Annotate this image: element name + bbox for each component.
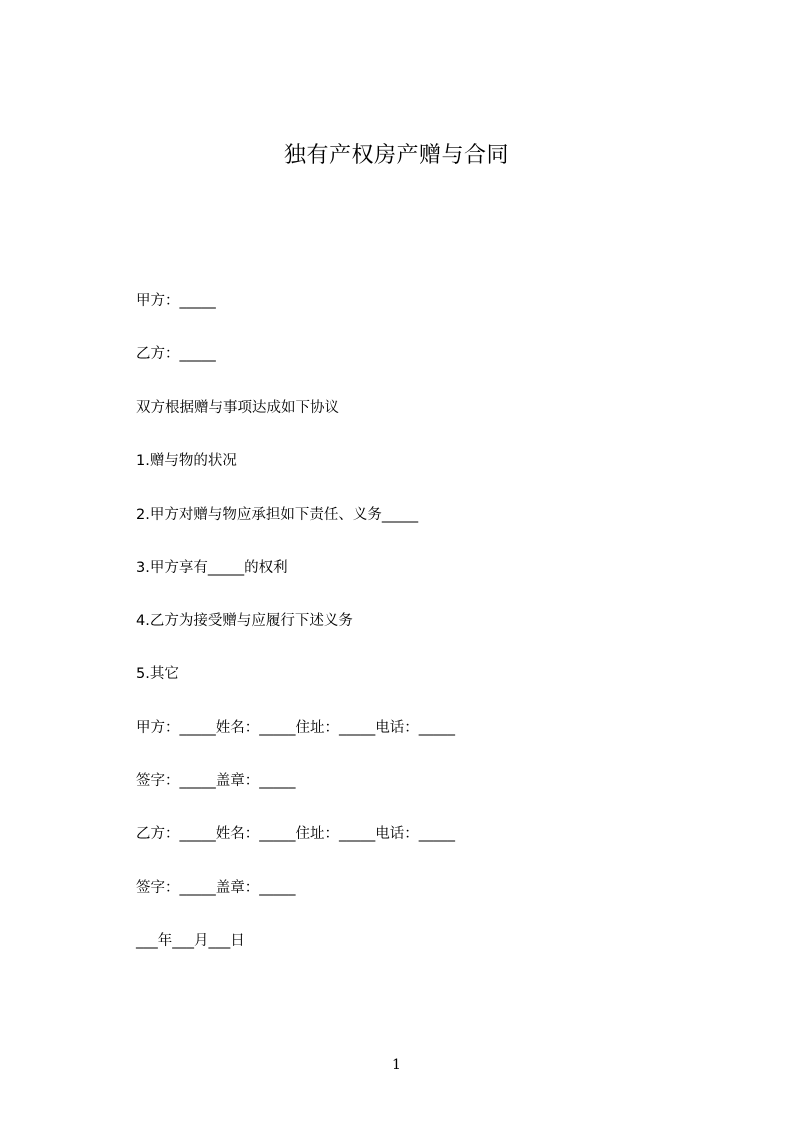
party-b-signature: 签字：_____盖章：_____ (136, 880, 296, 896)
party-b-details: 乙方：_____姓名：_____住址：_____电话：_____ (136, 826, 455, 842)
clause-1: 1.赠与物的状况 (136, 453, 237, 469)
party-a-details: 甲方：_____姓名：_____住址：_____电话：_____ (136, 720, 455, 736)
date-line: ___年___月___日 (136, 933, 245, 949)
party-a-line: 甲方：_____ (136, 293, 216, 309)
clause-5: 5.其它 (136, 666, 179, 682)
clause-2: 2.甲方对赠与物应承担如下责任、义务_____ (136, 507, 419, 523)
agreement-intro: 双方根据赠与事项达成如下协议 (136, 400, 339, 416)
clause-3: 3.甲方享有_____的权利 (136, 560, 288, 576)
document-title: 独有产权房产赠与合同 (283, 143, 509, 168)
party-a-signature: 签字：_____盖章：_____ (136, 773, 296, 789)
clause-4: 4.乙方为接受赠与应履行下述义务 (136, 613, 353, 629)
page-number: 1 (392, 1057, 401, 1073)
party-b-line: 乙方：_____ (136, 346, 216, 362)
